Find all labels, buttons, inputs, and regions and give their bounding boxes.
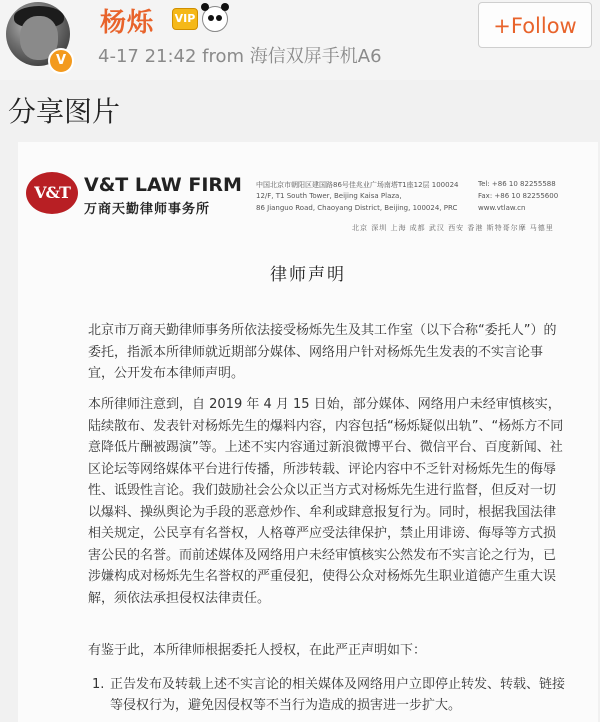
verified-icon: V <box>48 48 74 74</box>
follow-button[interactable]: +Follow <box>478 2 592 48</box>
post-header <box>0 0 600 80</box>
post-text: 分享图片 <box>8 95 121 128</box>
document-paragraph: 北京市万商天勤律师事务所依法接受杨烁先生及其工作室（以下合称“委托人”）的委托，指派本所律师就近期部分媒体、网络用户针对杨烁先生发表的不实言论事宜，公开发布本律师声明。 <box>88 323 557 381</box>
contact-line: www.vtlaw.cn <box>478 204 526 212</box>
firm-name-cn: 万商天勤律师事务所 <box>84 202 211 217</box>
shared-image-document[interactable] <box>18 142 598 722</box>
post-meta: 4-17 21:42 from 海信双屏手机A6 <box>98 46 382 67</box>
list-item-number: 1. <box>92 677 105 692</box>
address-line: 12/F, T1 South Tower, Beijing Kaisa Plaza, <box>256 192 402 200</box>
panda-eye-right <box>216 15 222 21</box>
document-paragraph: 有鉴于此，本所律师根据委托人授权，在此严正声明如下： <box>88 643 427 658</box>
list-item-text: 正告发布及转载上述不实言论的相关媒体及网络用户立即停止转发、转载、链接等侵权行为，避免因侵权等不当行为造成的损害进一步扩大。 <box>110 677 566 713</box>
contact-line: Tel: +86 10 82255588 <box>478 180 556 188</box>
panda-icon <box>202 6 228 32</box>
panda-ear-right <box>221 3 229 11</box>
username[interactable]: 杨烁 <box>100 8 155 38</box>
office-cities: 北京 深圳 上海 成都 武汉 西安 香港 斯特哥尔摩 马德里 <box>352 224 554 232</box>
crown-icon: VIP <box>172 8 198 30</box>
contact-line: Fax: +86 10 82255600 <box>478 192 559 200</box>
document-paragraph: 本所律师注意到，自 2019 年 4 月 15 日始，部分媒体、网络用户未经审慎核实，陆续散布、发表针对杨烁先生的爆料内容，内容包括“杨烁疑似出轨”、“杨烁方不同意降低片酬被踢演”等。上述不实内容通过新浪微博平台、微信平台、百度新闻、社区论坛等网络媒体平台进行传播，所涉转载、评论内容中不乏针对杨烁先生的侮辱性、诋毁性言论。我们鼓励社会公众以正当方式对杨烁先生进行监督，但反对一切以爆料、操纵舆论为手段的恶意炒作、牟利或肆意报复行为。同时，根据我国法律相关规定，公民享有名誉权，人格尊严应受法律保护，禁止用诽谤、侮辱等方式损害公民的名誉。而前述媒体及网络用户未经审慎核实公然发布不实言论之行为，已涉嫌构成对杨烁先生名誉权的严重侵犯，使得公众对杨烁先生职业道德产生重大误解，须依法承担侵权法律责任。 <box>88 397 564 606</box>
firm-logo: V&T <box>26 172 78 214</box>
panda-eye-left <box>208 15 214 21</box>
firm-name-en: V&T LAW FIRM <box>84 174 242 196</box>
panda-ear-left <box>201 3 209 11</box>
address-line: 86 Jianguo Road, Chaoyang District, Beijing, 100024, PRC <box>256 204 458 212</box>
document-title: 律师声明 <box>270 265 346 285</box>
address-line: 中国北京市朝阳区建国路86号佳兆业广场南塔T1座12层 100024 <box>256 181 459 189</box>
